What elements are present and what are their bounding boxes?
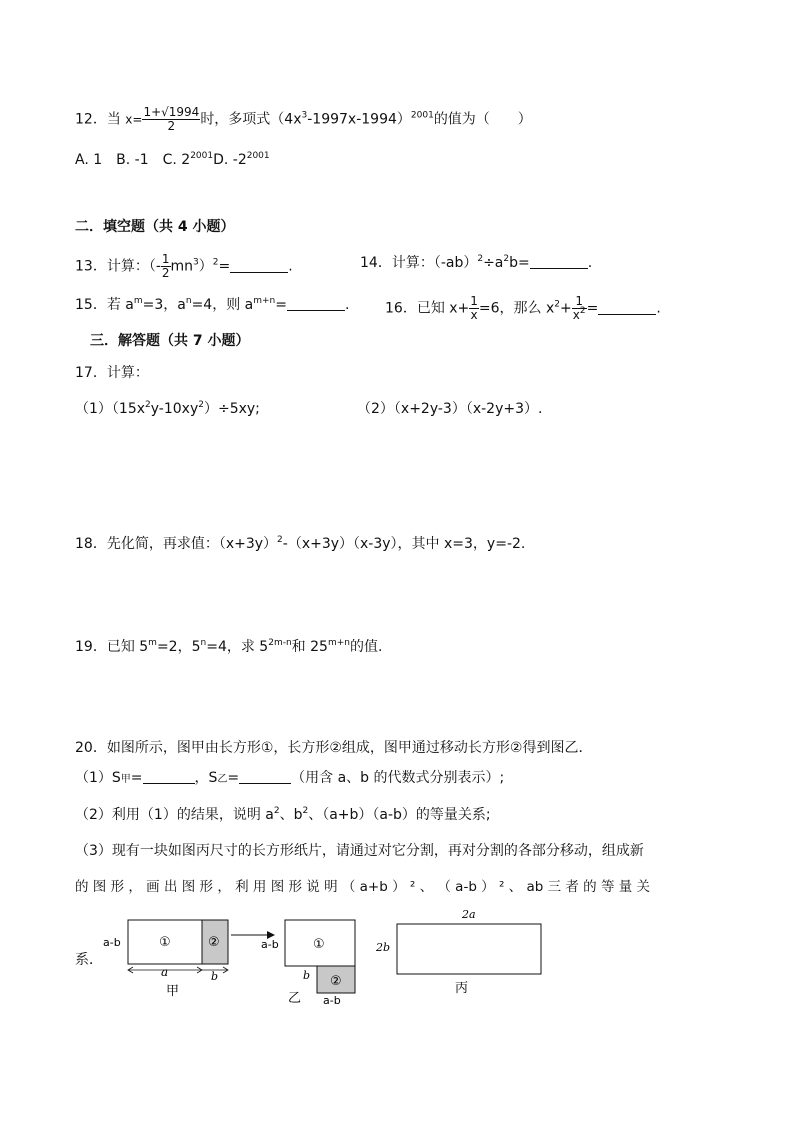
yi-side-label: a-b (261, 938, 279, 951)
q20-s1-a: （1）S (75, 770, 121, 786)
q15-exp-m: m (133, 296, 143, 306)
section3-title: 三．解答题（共 7 小题） (90, 333, 250, 349)
q19-e: 的值. (349, 639, 383, 655)
q15-line (75, 295, 349, 315)
q15-answer-blank[interactable] (287, 296, 345, 311)
q20-sub3-line1: （3）现有一块如图丙尺寸的长方形纸片，请通过对它分割，再对分割的各部分移动，组成新 (75, 843, 644, 859)
q12-opt-d: D. -2 (213, 152, 247, 168)
q20-s2-c: 、（a+b）（a-b）的等量关系; (308, 807, 491, 823)
q19-line (75, 637, 382, 657)
q20-s1-c: ，S (194, 770, 218, 786)
q16-end: . (656, 300, 661, 317)
q13-answer-blank[interactable] (230, 258, 288, 273)
q12-frac-num: 1+√1994 (143, 105, 200, 119)
q13-line (75, 253, 293, 280)
q14-exp2: 2 (503, 254, 510, 264)
q20-s1-sub-jia: 甲 (120, 774, 131, 785)
q19-e4: m+n (327, 638, 350, 648)
q13-frac-num: 1 (161, 252, 170, 266)
q14-prefix: 14．计算：（-ab） (360, 255, 478, 271)
q19-e1: m (148, 638, 157, 648)
q20-s-jia-blank[interactable] (143, 769, 195, 784)
q19-a: 19．已知 5 (75, 639, 149, 655)
q15-exp-n: n (185, 296, 192, 306)
q18-line (75, 534, 525, 554)
q15-prefix: 15．若 a (75, 297, 134, 313)
q14-exp: 2 (477, 254, 484, 264)
q20-s1-d: = (227, 770, 240, 786)
q16-plus: + (560, 300, 572, 317)
q17-p1-a: （1）（15x (75, 401, 146, 417)
q14-tail: b= (509, 255, 530, 271)
q17-part2: （2）（x+2y-3）（x-2y+3）. (357, 401, 543, 417)
q15-exp-mn: m+n (253, 296, 276, 306)
q12-exp3: 3 (301, 110, 308, 121)
q17-p1-e2: 2 (198, 400, 204, 410)
jia-side-label: a-b (103, 936, 121, 949)
q17-p1-b: y-10xy (150, 401, 199, 417)
q16-f1-num: 1 (470, 294, 478, 308)
q20-s1-e: （用含 a、b 的代数式分别表示）; (291, 770, 505, 786)
q16-line (385, 295, 661, 322)
bing-top-label: 2a (462, 908, 476, 921)
q16-eq: = (586, 300, 599, 317)
jia-r1-label: ① (159, 935, 171, 950)
q12-number: 12．当 (75, 111, 121, 128)
q14-line (360, 253, 592, 273)
q13-exp: 3 (193, 257, 199, 268)
q12-options (75, 150, 270, 170)
q15-end: . (344, 297, 350, 313)
q13-prefix: 13．计算：（- (75, 258, 161, 275)
q19-e3: 2m-n (268, 638, 292, 648)
section2-title: 二．填空题（共 4 小题） (75, 219, 235, 235)
q16-exp: 2 (554, 299, 561, 310)
q18-text-a: 18．先化简，再求值：（x+3y） (75, 536, 278, 552)
q16-f2-num: 1 (572, 295, 587, 309)
jia-r2-label: ② (208, 935, 220, 950)
q12-line (75, 106, 532, 133)
q12-x-label: x= (125, 112, 143, 127)
q20-sub1 (75, 768, 504, 790)
q13-exp2: 2 (212, 257, 219, 268)
q20-s1-sub-yi: 乙 (217, 774, 228, 785)
q20-s1-b: = (130, 770, 143, 786)
q16-f2-den (572, 306, 587, 322)
q15-p2: =4，则 a (191, 297, 254, 313)
bing-side-label: 2b (376, 941, 391, 954)
q13-fraction (161, 253, 171, 280)
q17-p1-e1: 2 (145, 400, 151, 410)
q13-eq: = (218, 258, 231, 275)
figure-bing (375, 908, 541, 996)
yi-caption: 乙 (288, 991, 302, 1006)
q20-intro: 20．如图所示，图甲由长方形①，长方形②组成，图甲通过移动长方形②得到图乙． (75, 740, 593, 756)
q13-end: . (288, 258, 293, 275)
yi-r1-label: ① (313, 937, 325, 952)
bing-rect (397, 924, 541, 974)
q17-title: 17．计算： (75, 365, 149, 381)
q14-mid: ÷a (483, 255, 504, 271)
q15-p1: =3，a (142, 297, 186, 313)
yi-b-label: b (303, 969, 311, 982)
q12-opt-d-exp: 2001 (246, 151, 270, 161)
q16-fraction-1 (469, 295, 479, 322)
q16-f2-exp: 2 (579, 306, 586, 316)
q13-body: mn (170, 258, 194, 275)
figure-yi (261, 920, 355, 1007)
q19-e2: n (200, 638, 207, 648)
q15-eq: = (275, 297, 287, 313)
q19-b: =2，5 (156, 639, 201, 655)
q17-p1-c: ）÷5xy; (203, 401, 260, 417)
q19-d: 和 25 (291, 639, 328, 655)
bing-caption: 丙 (455, 981, 469, 996)
q12-options-text: A. 1 B. -1 C. 2 (75, 152, 191, 168)
q16-f1-den: x (470, 308, 478, 322)
q14-answer-blank[interactable] (530, 254, 588, 269)
q16-mid: =6，那么 x (478, 300, 555, 317)
jia-a-label: a (161, 965, 169, 979)
q20-sub3-line3: 系． (75, 952, 103, 968)
q16-prefix: 16．已知 x+ (385, 300, 470, 317)
q20-s2-b: 、b (279, 807, 303, 823)
q20-sub2 (75, 805, 491, 825)
q12-exp2001: 2001 (410, 110, 434, 121)
q12-fraction (142, 106, 200, 133)
q18-text-b: -（x+3y）（x-3y），其中 x=3，y=-2. (282, 536, 526, 552)
jia-b-label: b (211, 970, 219, 983)
q18-exp: 2 (277, 535, 283, 545)
q20-sub3-line2: 的 图 形 ， 画 出 图 形 ， 利 用 图 形 说 明 （ a+b ） ² 、 （ a-b ） ² 、 ab 三 者 的 等 量 关 (75, 879, 651, 895)
q16-answer-blank[interactable] (598, 300, 656, 315)
q12-tail: 的值为（ ） (433, 111, 532, 128)
jia-caption: 甲 (166, 984, 180, 999)
q14-end: . (587, 255, 593, 271)
q12-opt-c-exp: 2001 (190, 151, 214, 161)
yi-bottom-label: a-b (323, 994, 341, 1007)
q12-frac-den: 2 (167, 119, 176, 133)
q20-s2-a: （2）利用（1）的结果，说明 a (75, 807, 274, 823)
figure-jia (103, 920, 228, 999)
q19-c: =4，求 5 (206, 639, 269, 655)
q16-fraction-2 (572, 295, 587, 322)
q16-f2-den-x: x (572, 308, 580, 322)
q17-part1 (75, 399, 260, 419)
q13-frac-den: 2 (161, 266, 170, 280)
q12-after-frac: 时，多项式（4x (200, 111, 302, 128)
q20-s-yi-blank[interactable] (239, 769, 291, 784)
q12-mid: -1997x-1994） (307, 111, 411, 128)
q13-close: ） (198, 258, 213, 275)
q20-s2-e2: 2 (302, 806, 309, 816)
yi-r2-label: ② (330, 974, 342, 989)
q20-s2-e1: 2 (273, 806, 280, 816)
q20-figures (95, 900, 565, 1012)
